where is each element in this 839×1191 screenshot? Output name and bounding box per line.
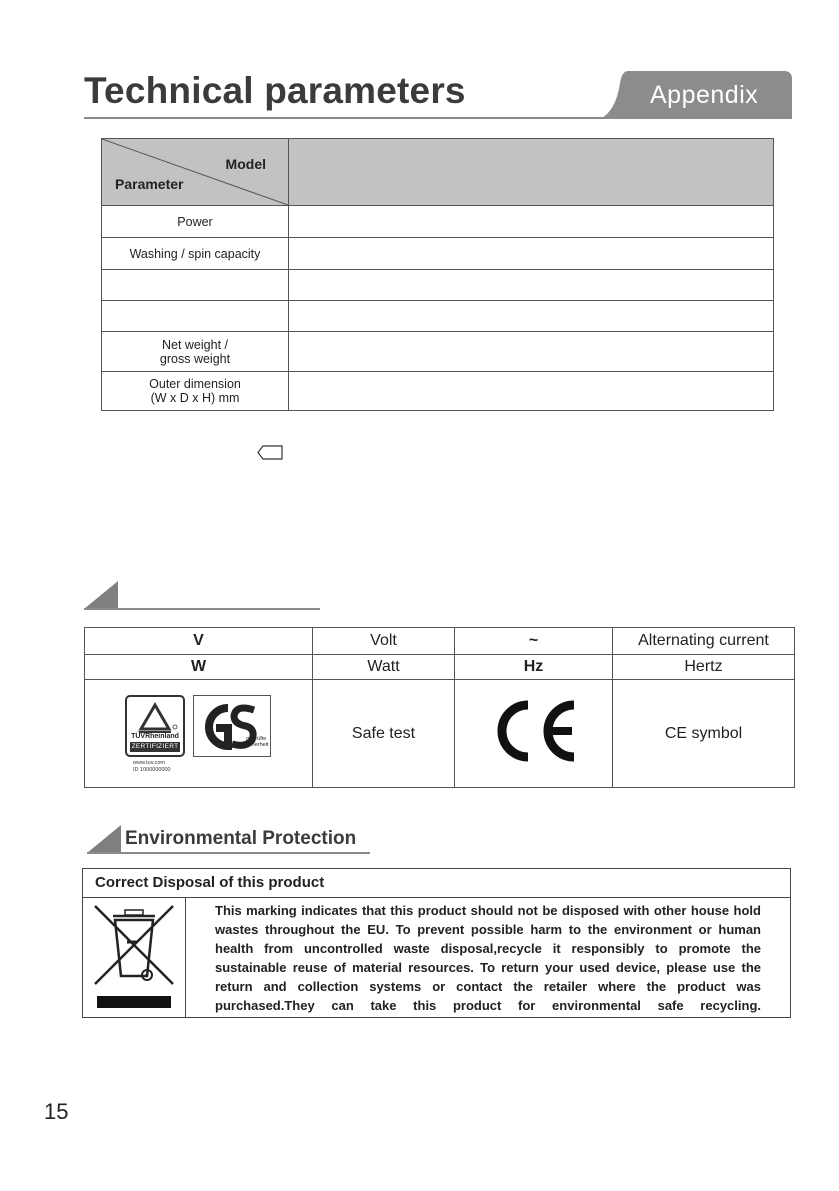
symbol-meaning: Watt xyxy=(313,655,455,680)
certification-logos-cell xyxy=(85,680,313,788)
section-rule xyxy=(87,852,370,854)
appendix-label: Appendix xyxy=(650,81,759,109)
disposal-title: Correct Disposal of this product xyxy=(95,874,325,891)
tuv-id: ID 1000000000 xyxy=(133,766,171,773)
row-label-line: Outer dimension xyxy=(149,377,241,391)
table-row xyxy=(85,680,795,788)
table-row xyxy=(102,270,774,301)
gs-logo xyxy=(193,695,271,757)
row-value xyxy=(289,301,774,332)
spec-table xyxy=(101,138,774,411)
ce-symbol-label: CE symbol xyxy=(613,680,795,788)
row-label xyxy=(102,270,289,301)
row-label-line: Net weight / xyxy=(161,337,228,352)
safe-test-label: Safe test xyxy=(313,680,455,788)
symbol-meaning: Alternating current xyxy=(613,628,795,655)
row-label xyxy=(102,301,289,332)
environment-heading: Environmental Protection xyxy=(125,828,357,849)
row-value xyxy=(289,332,774,372)
table-row xyxy=(102,372,774,411)
page-title: Technical parameters xyxy=(84,70,466,111)
diagonal-line xyxy=(102,139,288,205)
page-number: 15 xyxy=(44,1099,69,1124)
section-marker-icon xyxy=(84,581,118,609)
symbols-table xyxy=(84,627,795,788)
spec-header-value xyxy=(289,139,774,206)
row-label-line: gross weight xyxy=(159,351,231,366)
table-row xyxy=(85,628,795,655)
section-marker-icon xyxy=(87,825,121,853)
row-value xyxy=(289,238,774,270)
symbol-cell: W xyxy=(85,655,313,680)
symbol-cell: V xyxy=(85,628,313,655)
tuv-cert-label: ZERTIFIZIERT xyxy=(131,743,179,750)
ce-mark-icon xyxy=(486,699,582,763)
crossed-bin-icon xyxy=(93,904,175,1009)
disposal-divider xyxy=(185,898,186,1018)
table-row xyxy=(102,332,774,372)
row-label xyxy=(102,332,289,372)
symbol-meaning: Hertz xyxy=(613,655,795,680)
gs-caption xyxy=(244,736,268,748)
spec-header-corner xyxy=(102,139,289,206)
row-label-line: (W x D x H) mm xyxy=(150,391,240,405)
section-rule xyxy=(84,608,320,610)
row-label: Power xyxy=(102,206,289,238)
tuv-triangle-icon xyxy=(127,699,183,735)
table-row xyxy=(102,301,774,332)
tuv-url-block xyxy=(133,760,171,773)
table-row xyxy=(102,238,774,270)
gs-caption-line: geprüfte xyxy=(246,736,267,742)
title-underline xyxy=(84,117,609,119)
row-label xyxy=(102,372,289,411)
header-parameter-label: Parameter xyxy=(115,176,184,192)
symbol-meaning: Volt xyxy=(313,628,455,655)
display-segment-icon xyxy=(257,445,283,460)
symbol-cell: ~ xyxy=(455,628,613,655)
tuv-url: www.tuv.com xyxy=(133,760,165,766)
header-model-label: Model xyxy=(225,156,266,172)
row-value xyxy=(289,270,774,301)
row-value xyxy=(289,372,774,411)
row-value xyxy=(289,206,774,238)
tuv-logo xyxy=(125,695,185,757)
disposal-header-rule xyxy=(82,897,791,898)
table-row xyxy=(102,206,774,238)
tuv-brand: TÜVRheinland xyxy=(131,733,179,740)
gs-caption-line: Sicherheit xyxy=(244,742,269,748)
ce-mark-cell xyxy=(455,680,613,788)
symbol-cell: Hz xyxy=(455,655,613,680)
table-row xyxy=(85,655,795,680)
disposal-text: This marking indicates that this product should not be disposed with other house hold wastes throughout the EU. To prevent possible harm to the environment or human health from uncontrolled waste disposal,recycle it responsibly to promote the sustainable reuse of material resources. To return your used device, please use the return and collection systems or contact the retailer where the product was purchased.They can take this product for environmental safe recycling. xyxy=(215,903,761,1013)
row-label: Washing / spin capacity xyxy=(102,238,289,270)
